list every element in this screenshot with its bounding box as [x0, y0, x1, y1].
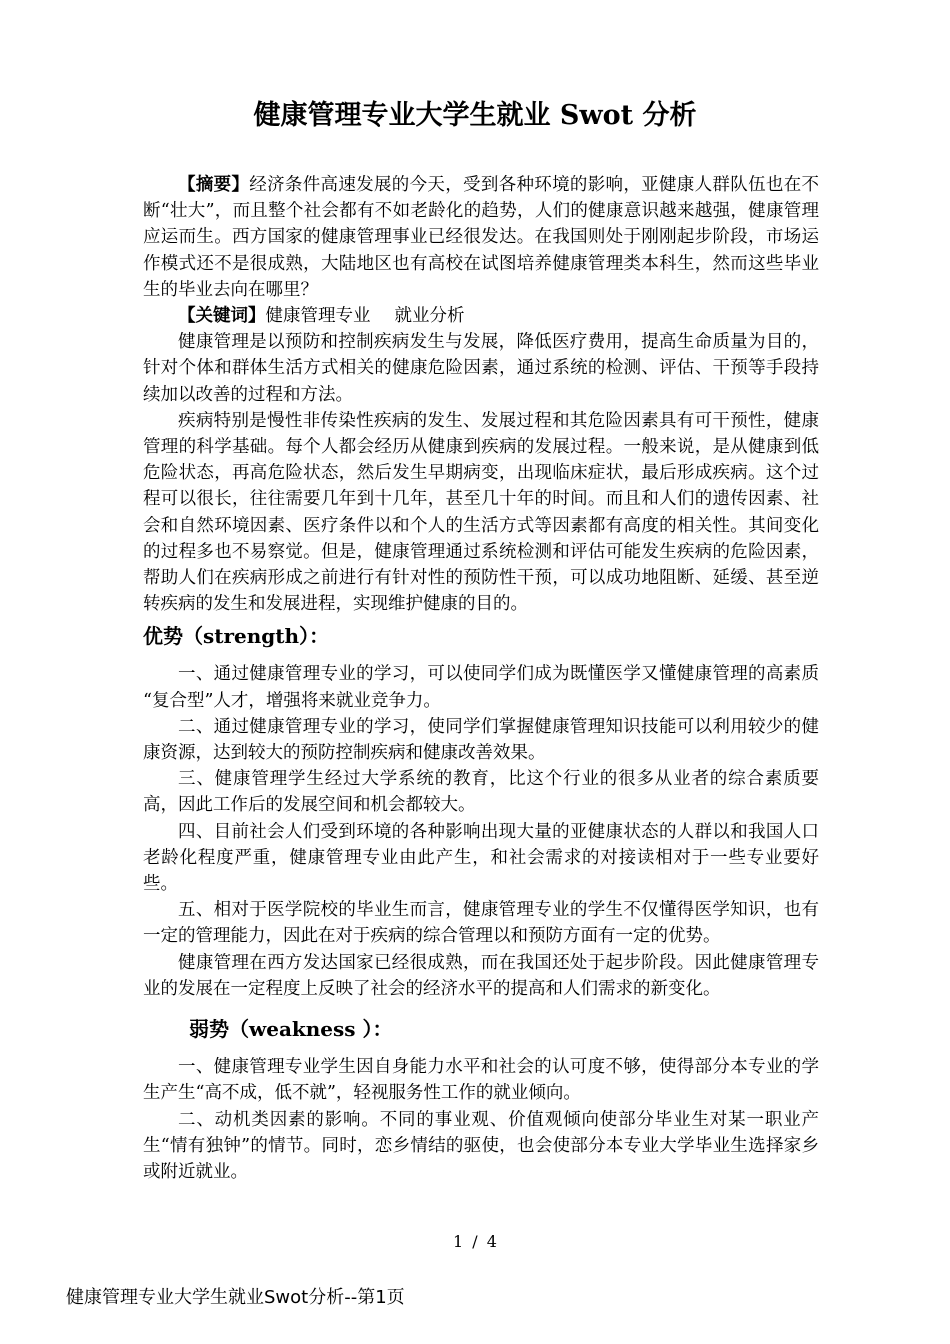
strength-heading: 优势（strength）：	[143, 624, 330, 649]
strength-paragraph: 三、健康管理学生经过大学系统的教育，比这个行业的很多从业者的综合素质要高，因此工作后的发展空间和机会都较大。	[143, 769, 819, 816]
keyword-item: 就业分析	[394, 306, 465, 327]
keyword-item: 健康管理专业	[265, 306, 371, 327]
strength-paragraph: 二、通过健康管理专业的学习，使同学们掌握健康管理知识技能可以利用较少的健康资源，达到较大的预防控制疾病和健康改善效果。	[143, 716, 819, 764]
weakness-paragraph: 一、健康管理专业学生因自身能力水平和社会的认可度不够，使得部分本专业的学生产生“高不成，低不就”，轻视服务性工作的就业倾向。	[143, 1057, 819, 1104]
strength-paragraph: 五、相对于医学院校的毕业生而言，健康管理专业的学生不仅懂得医学知识，也有一定的管理能力，因此在对于疾病的综合管理以和预防方面有一定的优势。	[143, 900, 819, 947]
document-body	[143, 172, 819, 1185]
weakness-heading: 弱势（weakness ）：	[189, 1017, 393, 1042]
keywords-label: 【关键词】	[178, 306, 266, 327]
abstract-paragraph	[143, 172, 819, 303]
page-footer: 健康管理专业大学生就业Swot分析--第1页	[66, 1287, 405, 1308]
abstract-text: 经济条件高速发展的今天，受到各种环境的影响，亚健康人群队伍也在不断“壮大”，而且整个社会都有不如老龄化的趋势，人们的健康意识越来越强，健康管理应运而生。西方国家的健康管理事业已经很发达。在我国则处于刚刚起步阶段，市场运作模式还不是很成熟，大陆地区也有高校在试图培养健康管理类本科生，然而这些毕业生的毕业去向在哪里？	[143, 175, 820, 300]
intro-paragraph: 疾病特别是慢性非传染性疾病的发生、发展过程和其危险因素具有可干预性，健康管理的科学基础。每个人都会经历从健康到疾病的发展过程。一般来说，是从健康到低危险状态，再高危险状态，然后发生早期病变，出现临床症状，最后形成疾病。这个过程可以很长，往往需要几年到十几年，甚至几十年的时间。而且和人们的遗传因素、社会和自然环境因素、医疗条件以和个人的生活方式等因素都有高度的相关性。其间变化的过程多也不易察觉。但是，健康管理通过系统检测和评估可能发生疾病的危险因素，帮助人们在疾病形成之前进行有针对性的预防性干预，可以成功地阻断、延缓、甚至逆转疾病的发生和发展进程，实现维护健康的目的。	[143, 410, 819, 615]
strength-paragraph: 四、目前社会人们受到环境的各种影响出现大量的亚健康状态的人群以和我国人口老龄化程度严重，健康管理专业由此产生，和社会需求的对接读相对于一些专业要好些。	[143, 821, 819, 895]
intro-paragraph: 健康管理是以预防和控制疾病发生与发展，降低医疗费用，提高生命质量为目的，针对个体和群体生活方式相关的健康危险因素，通过系统的检测、评估、干预等手段持续加以改善的过程和方法。	[143, 332, 819, 405]
strength-paragraph: 一、通过健康管理专业的学习，可以使同学们成为既懂医学又懂健康管理的高素质 “复合型”人才，增强将来就业竞争力。	[143, 664, 819, 711]
strength-paragraph: 健康管理在西方发达国家已经很成熟，而在我国还处于起步阶段。因此健康管理专业的发展在一定程度上反映了社会的经济水平的提高和人们需求的新变化。	[143, 952, 819, 999]
document-title: 健康管理专业大学生就业 Swot 分析	[253, 100, 697, 131]
page-number: 1 / 4	[453, 1232, 497, 1251]
keywords-paragraph	[143, 303, 819, 329]
abstract-label: 【摘要】	[178, 175, 250, 195]
weakness-paragraph: 二、动机类因素的影响。不同的事业观、价值观倾向使部分毕业生对某一职业产生“情有独钟”的情节。同时，恋乡情结的驱使，也会使部分本专业大学毕业生选择家乡或附近就业。	[143, 1109, 819, 1182]
